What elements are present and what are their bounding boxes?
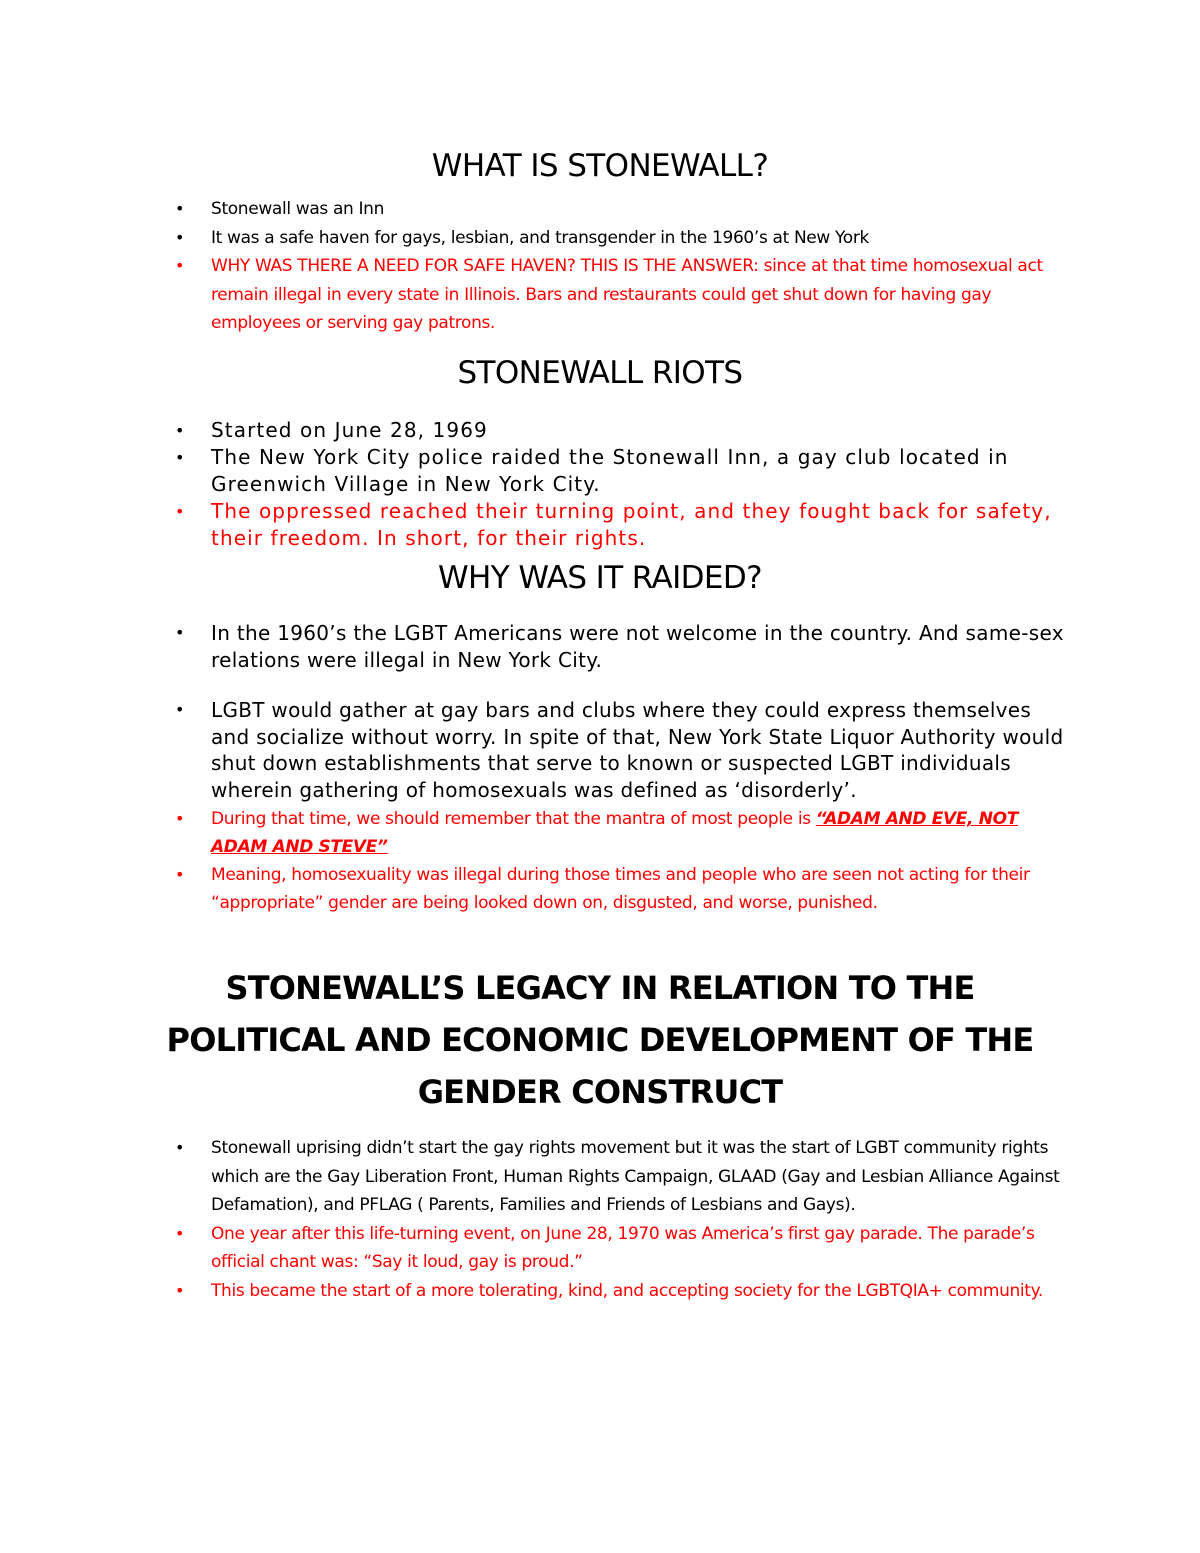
list-item [171, 1277, 1071, 1306]
bullet-icon: • [175, 865, 185, 884]
list-item [171, 697, 1071, 803]
what-is-list [171, 195, 1071, 338]
bullet-text: Started on June 28, 1969 [211, 418, 488, 442]
list-item [171, 620, 1071, 673]
bullet-icon: • [175, 1280, 185, 1300]
bullet-text: Stonewall uprising didn’t start the gay rights movement but it was the start of LGBT community rights which are the Gay Liberation Front, Human Rights Campaign, GLAAD (Gay and Lesbian Alliance Against Defamation), and PFLAG ( Parents, Families and Friends of Lesbians and Gays). [211, 1138, 1060, 1215]
bullet-icon: • [175, 199, 185, 218]
bullet-text: One year after this life-turning event, on June 28, 1970 was America’s first gay parade. The parade’s official chant was: “Say it loud, gay is proud.” [211, 1223, 1035, 1272]
list-item [171, 861, 1071, 917]
list-item [171, 417, 1071, 444]
bullet-icon: • [175, 448, 186, 467]
mantra-quote: “ADAM AND EVE, NOT ADAM AND STEVE” [211, 809, 1018, 857]
heading-why-raided: WHY WAS IT RAIDED? [438, 560, 762, 596]
list-item [171, 1220, 1071, 1277]
bullet-icon: • [175, 1223, 185, 1243]
heading-legacy: STONEWALL’S LEGACY IN RELATION TO THE POLITICAL AND ECONOMIC DEVELOPMENT OF THE GENDER CONSTRUCT [166, 969, 1034, 1111]
bullet-text: Stonewall was an Inn [211, 199, 385, 219]
heading-what-is-stonewall: WHAT IS STONEWALL? [431, 148, 769, 184]
bullet-text: In the 1960’s the LGBT Americans were not welcome in the country. And same-sex relations were illegal in New York City. [211, 621, 1064, 672]
bullet-text: Meaning, homosexuality was illegal during those times and people who are seen not acting for their “appropriate” gender are being looked down on, disgusted, and worse, punished. [211, 865, 1030, 913]
bullet-text: During that time, we should remember that the mantra of most people is [211, 809, 816, 829]
bullet-icon: • [175, 502, 186, 521]
list-item [171, 1134, 1071, 1220]
bullet-text: The New York City police raided the Stonewall Inn, a gay club located in Greenwich Village in New York City. [211, 445, 1009, 496]
bullet-icon: • [175, 256, 185, 275]
bullet-text: It was a safe haven for gays, lesbian, and transgender in the 1960’s at New York [211, 227, 869, 248]
list-item [171, 805, 1071, 861]
bullet-icon: • [175, 623, 185, 642]
list-item [171, 195, 1071, 224]
bullet-text: WHY WAS THERE A NEED FOR SAFE HAVEN? THIS IS THE ANSWER: since at that time homosexual act remain illegal in every state in Illinois. Bars and restaurants could get shut down for having gay employees or serving gay patrons. [211, 256, 1043, 333]
legacy-list [171, 1134, 1071, 1305]
bullet-icon: • [175, 1138, 185, 1157]
bullet-icon: • [175, 227, 185, 247]
list-item [171, 498, 1071, 552]
bullet-icon: • [175, 421, 186, 440]
bullet-icon: • [175, 700, 185, 719]
bullet-icon: • [175, 809, 185, 828]
why-raided-list [171, 620, 1071, 917]
list-item [171, 252, 1071, 338]
bullet-text: LGBT would gather at gay bars and clubs where they could express themselves and socialize without worry. In spite of that, New York State Liquor Authority would shut down establishments that serve to known or suspected LGBT individuals wherein gathering of homosexuals was defined as ‘disorderly’. [211, 698, 1064, 802]
list-item [171, 444, 1071, 498]
bullet-text: The oppressed reached their turning point, and they fought back for safety, their freedom. In short, for their rights. [211, 499, 1052, 550]
heading-stonewall-riots: STONEWALL RIOTS [457, 355, 743, 391]
riots-list [171, 417, 1071, 552]
list-item [171, 224, 1071, 253]
bullet-text: This became the start of a more tolerating, kind, and accepting society for the LGBTQIA+ community. [211, 1280, 1043, 1301]
